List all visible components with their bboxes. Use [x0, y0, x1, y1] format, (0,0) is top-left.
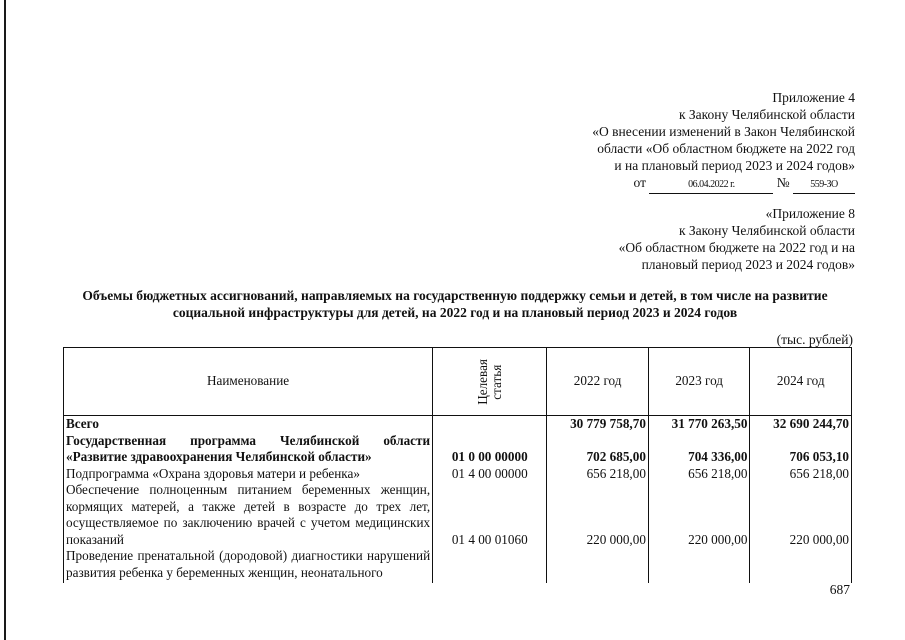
- appendix-8-line-2: к Закону Челябинской области: [678, 223, 855, 238]
- row-name: Государственная программа Челябинской области «Развитие здравоохранения Челябинской области»: [64, 433, 433, 466]
- row-2022: 656 218,00: [547, 466, 649, 483]
- table-row: [64, 548, 852, 583]
- header-2023: 2023 год: [648, 348, 750, 416]
- row-name: Проведение пренатальной (дородовой) диагностики нарушений развития ребенка у беременных женщин, неонатального: [64, 548, 433, 583]
- row-name: Всего: [64, 416, 433, 433]
- header-2022: 2022 год: [547, 348, 649, 416]
- appendix-4-header: [592, 89, 855, 194]
- budget-table: [63, 347, 852, 583]
- row-2024: 220 000,00: [750, 482, 852, 548]
- header-code: [433, 348, 547, 416]
- appendix-8-line-3: «Об областном бюджете на 2022 год и на: [618, 240, 855, 255]
- row-2024: 656 218,00: [750, 466, 852, 483]
- appendix-8-line-1: «Приложение 8: [765, 206, 855, 221]
- header-name: Наименование: [64, 348, 433, 416]
- date-value: 06.04.2022 г.: [649, 178, 773, 194]
- row-2022: [547, 548, 649, 583]
- document-title-line-2: социальной инфраструктуры для детей, на 2022 год и на плановый период 2023 и 2024 годов: [172, 305, 738, 320]
- document-title: [60, 287, 850, 321]
- row-2022: 702 685,00: [547, 433, 649, 466]
- scan-edge-rule: [4, 0, 6, 640]
- appendix-4-line-2: к Закону Челябинской области: [678, 107, 855, 122]
- row-code: 01 4 00 01060: [433, 482, 547, 548]
- appendix-4-line-4: области «Об областном бюджете на 2022 год: [597, 141, 855, 156]
- row-2023: 220 000,00: [648, 482, 750, 548]
- appendix-8-header: [619, 205, 855, 273]
- appendix-4-line-1: Приложение 4: [772, 90, 855, 105]
- table-row: [64, 416, 852, 433]
- header-code-line-1: Целевая: [474, 358, 490, 405]
- row-2023: 704 336,00: [648, 433, 750, 466]
- document-title-line-1: Объемы бюджетных ассигнований, направляемых на государственную поддержку семьи и детей, в том числе на развитие: [82, 288, 828, 303]
- row-2024: 32 690 244,70: [750, 416, 852, 433]
- row-code: [433, 416, 547, 433]
- row-2024: 706 053,10: [750, 433, 852, 466]
- row-2022: 30 779 758,70: [547, 416, 649, 433]
- row-2024: [750, 548, 852, 583]
- table-row: [64, 433, 852, 466]
- appendix-4-line-5: и на плановый период 2023 и 2024 годов»: [614, 158, 855, 173]
- row-code: 01 0 00 00000: [433, 433, 547, 466]
- row-2023: 656 218,00: [648, 466, 750, 483]
- page-number: 687: [829, 582, 850, 597]
- row-2023: 31 770 263,50: [648, 416, 750, 433]
- row-code: [433, 548, 547, 583]
- number-value: 559-ЗО: [793, 178, 855, 194]
- header-code-line-2: статья: [488, 363, 504, 400]
- signature-line: [592, 174, 855, 194]
- row-code: 01 4 00 00000: [433, 466, 547, 483]
- appendix-4-line-3: «О внесении изменений в Закон Челябинской: [592, 124, 855, 139]
- table-header-row: [64, 348, 852, 416]
- header-2024: 2024 год: [750, 348, 852, 416]
- table-row: [64, 466, 852, 483]
- appendix-8-line-4: плановый период 2023 и 2024 годов»: [641, 257, 855, 272]
- row-name: Обеспечение полноценным питанием беременных женщин, кормящих матерей, а также детей в возрасте до трех лет, осуществляемое по заключению врачей с учетом медицинских показаний: [64, 482, 433, 548]
- row-name: Подпрограмма «Охрана здоровья матери и ребенка»: [64, 466, 433, 483]
- number-prefix: №: [776, 175, 790, 190]
- row-2022: 220 000,00: [547, 482, 649, 548]
- table-row: [64, 482, 852, 548]
- units-label: (тыс. рублей): [776, 332, 853, 347]
- date-prefix: от: [633, 175, 646, 190]
- row-2023: [648, 548, 750, 583]
